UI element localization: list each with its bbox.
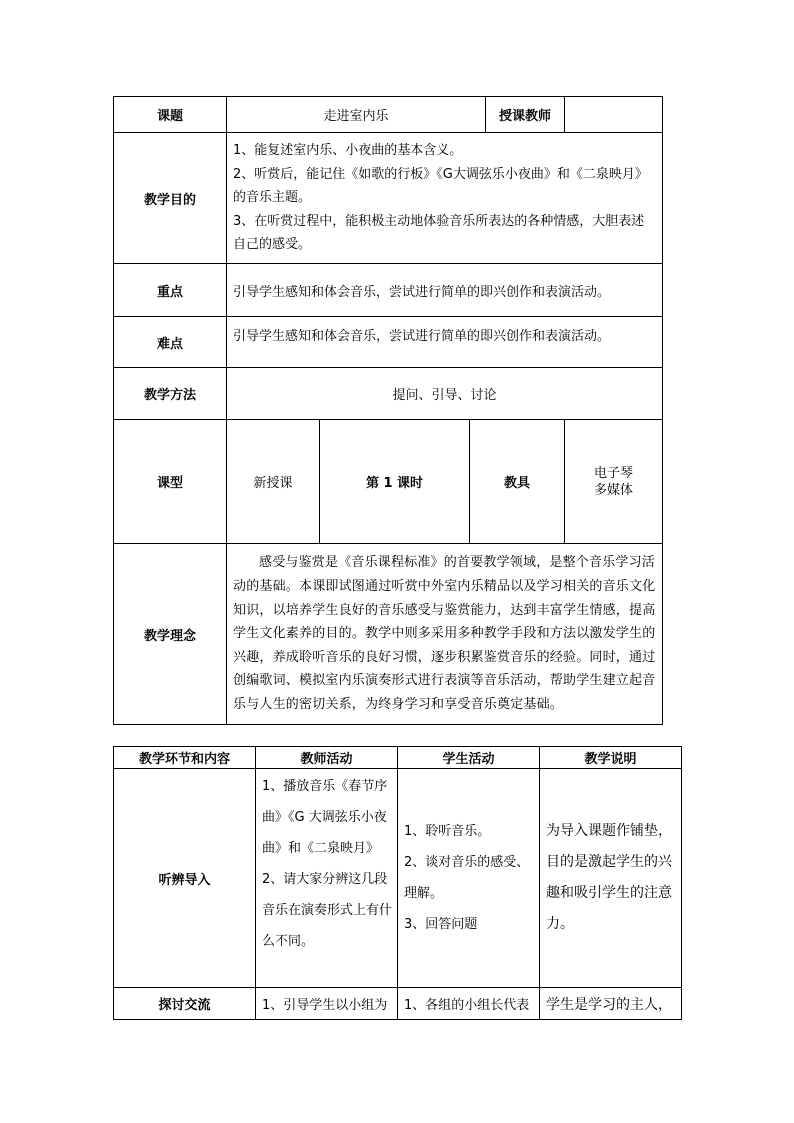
student-activity-cell: [398, 769, 540, 988]
key-point-label: 重点: [114, 264, 227, 317]
topic-label: 课题: [114, 97, 227, 133]
teacher-activity-cell: 1、引导学生以小组为: [256, 988, 398, 1020]
tools-value: [565, 420, 663, 544]
goals-label: 教学目的: [114, 133, 227, 264]
teaching-process-table: [113, 746, 682, 1020]
period-value: 第 1 课时: [320, 420, 470, 544]
teacher-label: 授课教师: [486, 97, 565, 133]
goal-item: 1、能复述室内乐、小夜曲的基本含义。: [233, 143, 463, 158]
tools-label: 教具: [470, 420, 565, 544]
teacher-activity-cell: [256, 769, 398, 988]
teacher-step: 2、请大家分辨这几段音乐在演奏形式上有什么不同。: [262, 872, 393, 949]
philosophy-label: 教学理念: [114, 544, 227, 725]
student-activity-cell: 1、各组的小组长代表: [398, 988, 540, 1020]
stage-discussion: 探讨交流: [114, 988, 256, 1020]
teacher-step: 1、播放音乐《春节序曲》《G 大调弦乐小夜曲》和《二泉映月》: [262, 779, 388, 856]
goal-item: 3、在听赏过程中，能积极主动地体验音乐所表达的各种情感，大胆表述自己的感受。: [233, 213, 645, 253]
topic-value: 走进室内乐: [227, 97, 486, 133]
student-step: 2、谈对音乐的感受、理解。: [404, 855, 530, 901]
student-step: 3、回答问题: [404, 917, 478, 932]
stage-listening-intro: 听辨导入: [114, 769, 256, 988]
lesson-info-table: [113, 96, 663, 725]
teaching-note-cell: 为导入课题作铺垫，目的是激起学生的兴趣和吸引学生的注意力。: [540, 769, 682, 988]
type-value: 新授课: [227, 420, 320, 544]
method-label: 教学方法: [114, 368, 227, 420]
philosophy-value: 感受与鉴赏是《音乐课程标准》的首要教学领域，是整个音乐学习活动的基础。本课即试图通过听赏中外室内乐精品以及学习相关的音乐文化知识，以培养学生良好的音乐感受与鉴赏能力，达到丰富学生情感，提高学生文化素养的目的。教学中则多采用多种教学手段和方法以激发学生的兴趣，养成聆听音乐的良好习惯，逐步积累鉴赏音乐的经验。同时，通过创编歌词、模拟室内乐演奏形式进行表演等音乐活动，帮助学生建立起音乐与人生的密切关系，为终身学习和享受音乐奠定基础。: [227, 544, 663, 725]
goal-item: 2、听赏后，能记住《如歌的行板》《G大调弦乐小夜曲》和《二泉映月》的音乐主题。: [233, 166, 648, 206]
header-teacher-activity: 教师活动: [256, 747, 398, 769]
header-stage: 教学环节和内容: [114, 747, 256, 769]
header-student-activity: 学生活动: [398, 747, 540, 769]
student-step: 1、聆听音乐。: [404, 824, 491, 839]
key-point-value: 引导学生感知和体会音乐，尝试进行简单的即兴创作和表演活动。: [227, 264, 663, 317]
type-label: 课型: [114, 420, 227, 544]
tools-item: 电子琴: [594, 465, 634, 481]
method-value: 提问、引导、讨论: [227, 368, 663, 420]
goals-cell: [227, 133, 663, 264]
teaching-note-cell: 学生是学习的主人，: [540, 988, 682, 1020]
header-teaching-note: 教学说明: [540, 747, 682, 769]
teacher-value: [565, 97, 663, 133]
tools-item: 多媒体: [594, 482, 634, 498]
difficulty-label: 难点: [114, 317, 227, 368]
difficulty-value: 引导学生感知和体会音乐，尝试进行简单的即兴创作和表演活动。: [227, 317, 663, 368]
